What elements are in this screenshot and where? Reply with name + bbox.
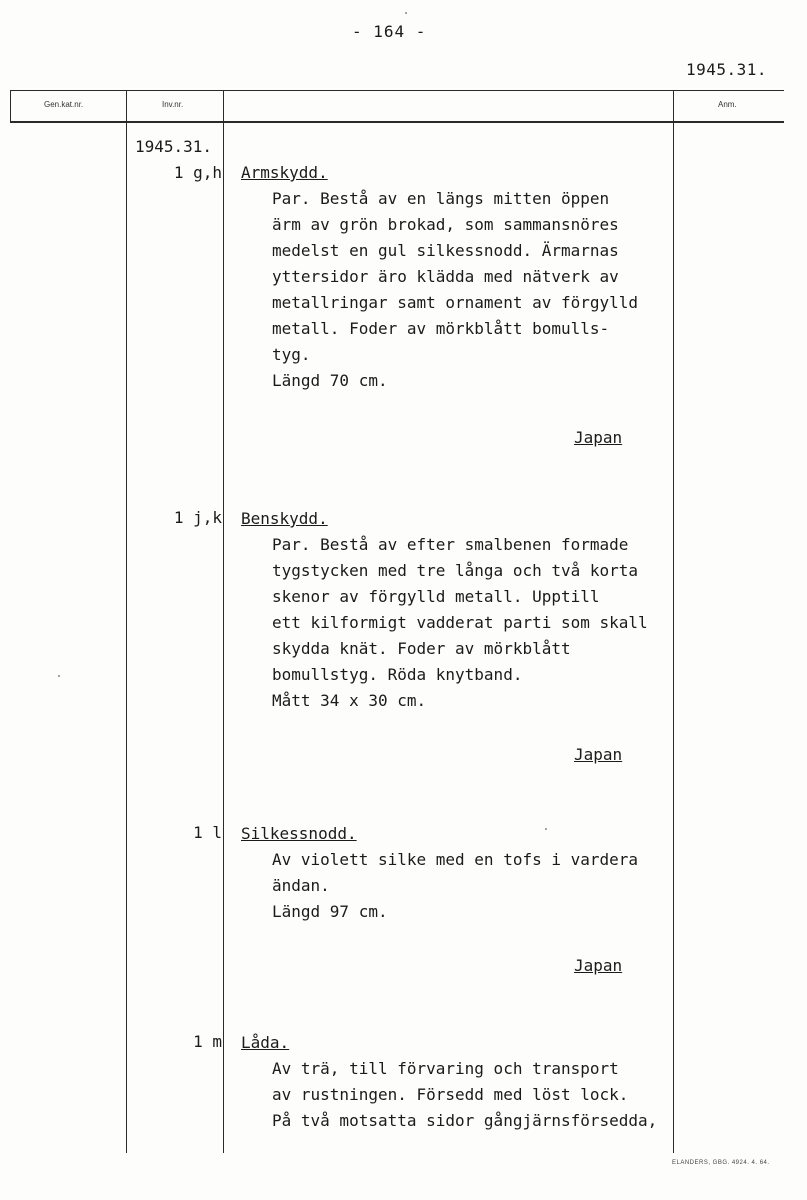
entry-description: Par. Bestå av en längs mitten öppen ärm av grön brokad, som sammansnöres medelst en gul silkessnodd. Ärmarnas yttersidor äro klädda med nätverk av metallringar samt ornament av förgylld metall. Foder av mörkblått bomulls- tyg. Längd 70 cm. [272, 189, 639, 390]
entry-description: Av violett silke med en tofs i vardera ändan. Längd 97 cm. [272, 850, 639, 921]
entry-origin: Japan [574, 956, 623, 975]
inventory-number: 1 j,k [173, 508, 222, 527]
inventory-number: 1 m [193, 1032, 222, 1051]
entry-origin: Japan [574, 745, 623, 764]
column-header-anm: Anm. [718, 100, 737, 109]
catalog-entry [241, 506, 648, 714]
column-divider-text [223, 90, 224, 1153]
inventory-number: 1 l [193, 823, 222, 842]
printer-imprint: ELANDERS, GBG. 4924. 4. 64. [672, 1160, 770, 1166]
scan-speck [58, 675, 60, 677]
catalog-entry [241, 1030, 657, 1134]
page-number: - 164 - [352, 22, 427, 41]
column-divider-inv [126, 90, 127, 1153]
entry-description: Av trä, till förvaring och transport av rustningen. Försedd med löst lock. På två motsatta sidor gångjärnsförsedda, [272, 1059, 658, 1130]
entry-description: Par. Bestå av efter smalbenen formade tygstycken med tre långa och två korta skenor av förgylld metall. Upptill ett kilformigt vadderat parti som skall skydda knät. Foder av mörkblått bomullstyg. Röda knytband. Mått 34 x 30 cm. [272, 535, 648, 710]
catalog-entry [241, 821, 638, 925]
accession-number: 1945.31. [135, 137, 213, 156]
column-header-inv-nr: Inv.nr. [162, 100, 184, 109]
scan-speck [405, 12, 407, 14]
entry-title: Låda. [241, 1033, 290, 1052]
entry-origin: Japan [574, 428, 623, 447]
scan-speck [545, 828, 547, 830]
entry-title: Silkessnodd. [241, 824, 357, 843]
column-divider-gen [10, 90, 11, 123]
entry-title: Benskydd. [241, 509, 328, 528]
inventory-number: 1 g,h [173, 163, 222, 182]
entry-title: Armskydd. [241, 163, 328, 182]
catalog-entry [241, 160, 638, 394]
column-header-gen-kat-nr: Gen.kat.nr. [44, 100, 84, 109]
header-accession-number: 1945.31. [686, 60, 768, 79]
column-divider-anm [673, 90, 674, 1153]
